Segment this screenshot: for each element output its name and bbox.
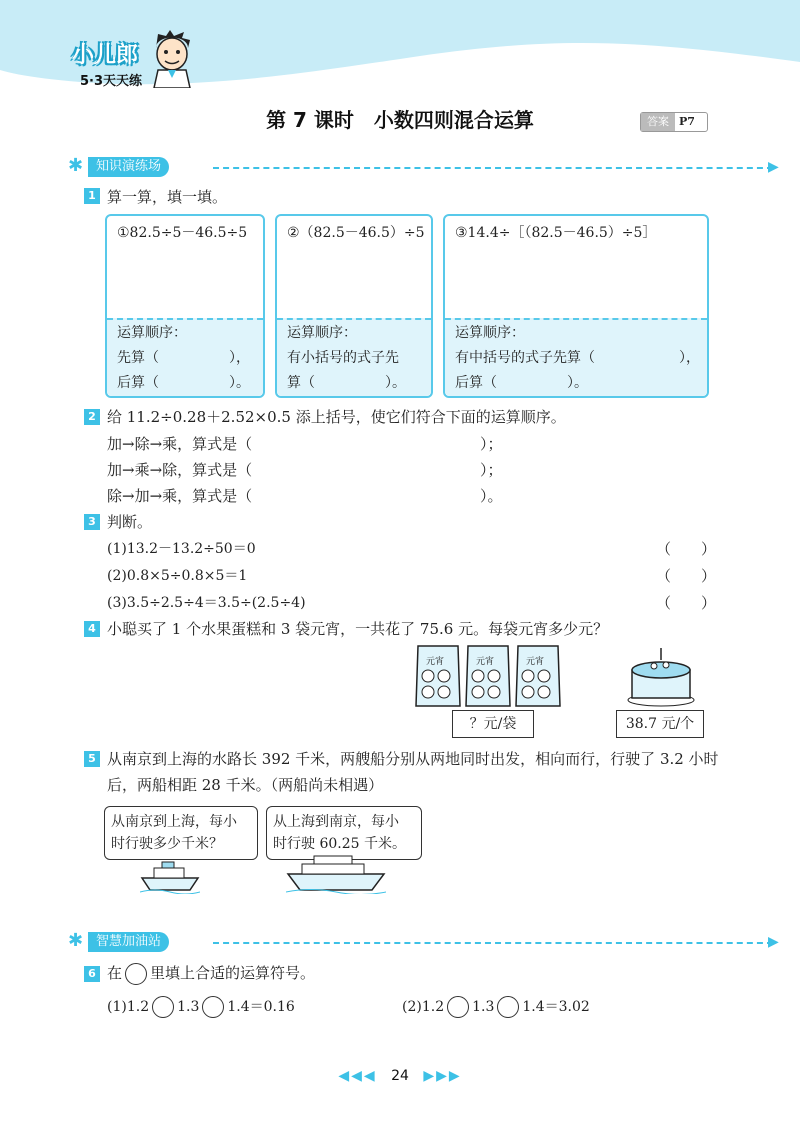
answer-badge: [640, 112, 708, 132]
divider: [213, 167, 773, 169]
arrow-right-icon: ▶: [768, 159, 779, 175]
question-number: 2: [84, 409, 100, 425]
answer-blank[interactable]: ）。: [480, 487, 503, 505]
calc-box-1: [105, 214, 265, 398]
section-practice-label: 知识演练场: [88, 157, 169, 177]
page-footer: [0, 1068, 800, 1084]
operator-blank[interactable]: [447, 996, 469, 1018]
cake-price-tag: 38.7 元/个: [616, 710, 704, 738]
question-prompt: 判断。: [107, 513, 153, 531]
bubble-line: 从上海到南京，每小: [273, 814, 399, 830]
page-title: 第 7 课时 小数四则混合运算: [266, 108, 534, 132]
operand: (1)1.2: [107, 999, 150, 1015]
order-area: [445, 318, 707, 396]
calc-expression: ②（82.5－46.5）÷5: [287, 225, 425, 241]
logo-subtitle: 5·3天天练: [80, 74, 143, 89]
cake-icon: [626, 646, 696, 708]
order-then[interactable]: 算（ ）。: [287, 375, 406, 391]
order-line-label: 加→乘→除，算式是（: [107, 461, 253, 479]
arrow-right-icon: ▶: [768, 934, 779, 950]
question-number: 6: [84, 966, 100, 982]
bubble-line: 时行驶 60.25 千米。: [273, 836, 406, 852]
order-then[interactable]: 后算（ ）。: [117, 375, 250, 391]
order-label: 运算顺序：: [287, 325, 357, 341]
question-number: 1: [84, 188, 100, 204]
order-first[interactable]: 有中括号的式子先算（ ），: [455, 350, 700, 366]
question-number: 5: [84, 751, 100, 767]
logo-title: 小儿郎: [72, 43, 139, 68]
question-number: 4: [84, 621, 100, 637]
bag-price-tag: ？元/袋: [452, 710, 534, 738]
bubble-line: 从南京到上海，每小: [111, 814, 237, 830]
bag-label: 元宵: [476, 657, 495, 667]
operator-problem-1: [107, 996, 295, 1018]
prev-arrows-icon: ◀◀◀: [338, 1068, 377, 1084]
question-prompt: 小聪买了 1 个水果蛋糕和 3 袋元宵，一共花了 75.6 元。每袋元宵多少元？: [107, 620, 609, 638]
page-number: 24: [391, 1068, 409, 1084]
judge-item: (2)0.8×5÷0.8×5＝1: [107, 568, 248, 584]
yuanxiao-bags: [414, 642, 564, 710]
question-prompt: 给 11.2÷0.28＋2.52×0.5 添上括号，使它们符合下面的运算顺序。: [107, 408, 566, 426]
order-first: 有小括号的式子先: [287, 350, 399, 366]
order-area: [277, 318, 431, 396]
next-arrows-icon: ▶▶▶: [423, 1068, 462, 1084]
circle-icon: [125, 963, 147, 985]
order-label: 运算顺序：: [117, 325, 187, 341]
question-prompt: 算一算，填一填。: [107, 188, 228, 206]
bag-label: 元宵: [426, 657, 445, 667]
question-number: 3: [84, 514, 100, 530]
section-star-icon: ✱: [68, 155, 84, 176]
operand: 1.3: [177, 999, 200, 1015]
mascot-icon: [150, 30, 194, 88]
judge-item: (1)13.2－13.2÷50＝0: [107, 541, 256, 557]
answer-blank[interactable]: ）；: [480, 461, 503, 479]
operator-problem-2: [402, 996, 590, 1018]
calc-box-3: [443, 214, 709, 398]
operator-blank[interactable]: [202, 996, 224, 1018]
order-line-label: 除→加→乘，算式是（: [107, 487, 253, 505]
bag-label: 元宵: [526, 657, 545, 667]
ship-icon: [140, 860, 200, 894]
order-label: 运算顺序：: [455, 325, 525, 341]
prompt-part: 里填上合适的运算符号。: [150, 964, 316, 982]
section-practice-header: [68, 157, 800, 179]
prompt-part: 在: [107, 964, 123, 982]
judge-mark[interactable]: （ ）: [656, 567, 717, 585]
judge-item: (3)3.5÷2.5÷4＝3.5÷(2.5÷4): [107, 595, 306, 611]
speech-bubble-left: [104, 806, 258, 860]
question-text: 从南京到上海的水路长 392 千米，两艘船分别从两地同时出发，相向而行，行驶了 3.2 小时: [107, 750, 719, 768]
divider: [213, 942, 773, 944]
order-line-label: 加→除→乘，算式是（: [107, 435, 253, 453]
operand: 1.4＝3.02: [522, 999, 590, 1015]
bubble-line: 时行驶多少千米？: [111, 836, 223, 852]
operand: (2)1.2: [402, 999, 445, 1015]
question-prompt: [107, 962, 315, 985]
section-wisdom-label: 智慧加油站: [88, 932, 169, 952]
order-first[interactable]: 先算（ ），: [117, 350, 250, 366]
answer-label: 答案: [641, 113, 675, 131]
calc-expression: ①82.5÷5－46.5÷5: [117, 225, 248, 241]
answer-blank[interactable]: ）；: [480, 435, 503, 453]
operator-blank[interactable]: [497, 996, 519, 1018]
calc-box-2: [275, 214, 433, 398]
answer-page: P7: [679, 115, 695, 128]
section-wisdom-header: [68, 932, 800, 954]
judge-mark[interactable]: （ ）: [656, 594, 717, 612]
order-then[interactable]: 后算（ ）。: [455, 375, 588, 391]
calc-expression: ③14.4÷［（82.5－46.5）÷5］: [455, 225, 657, 241]
operand: 1.4＝0.16: [227, 999, 295, 1015]
order-area: [107, 318, 263, 396]
ship-icon: [286, 852, 386, 894]
judge-mark[interactable]: （ ）: [656, 540, 717, 558]
section-star-icon: ✱: [68, 930, 84, 951]
operator-blank[interactable]: [152, 996, 174, 1018]
operand: 1.3: [472, 999, 495, 1015]
question-text: 后，两船相距 28 千米。（两船尚未相遇）: [107, 776, 384, 794]
